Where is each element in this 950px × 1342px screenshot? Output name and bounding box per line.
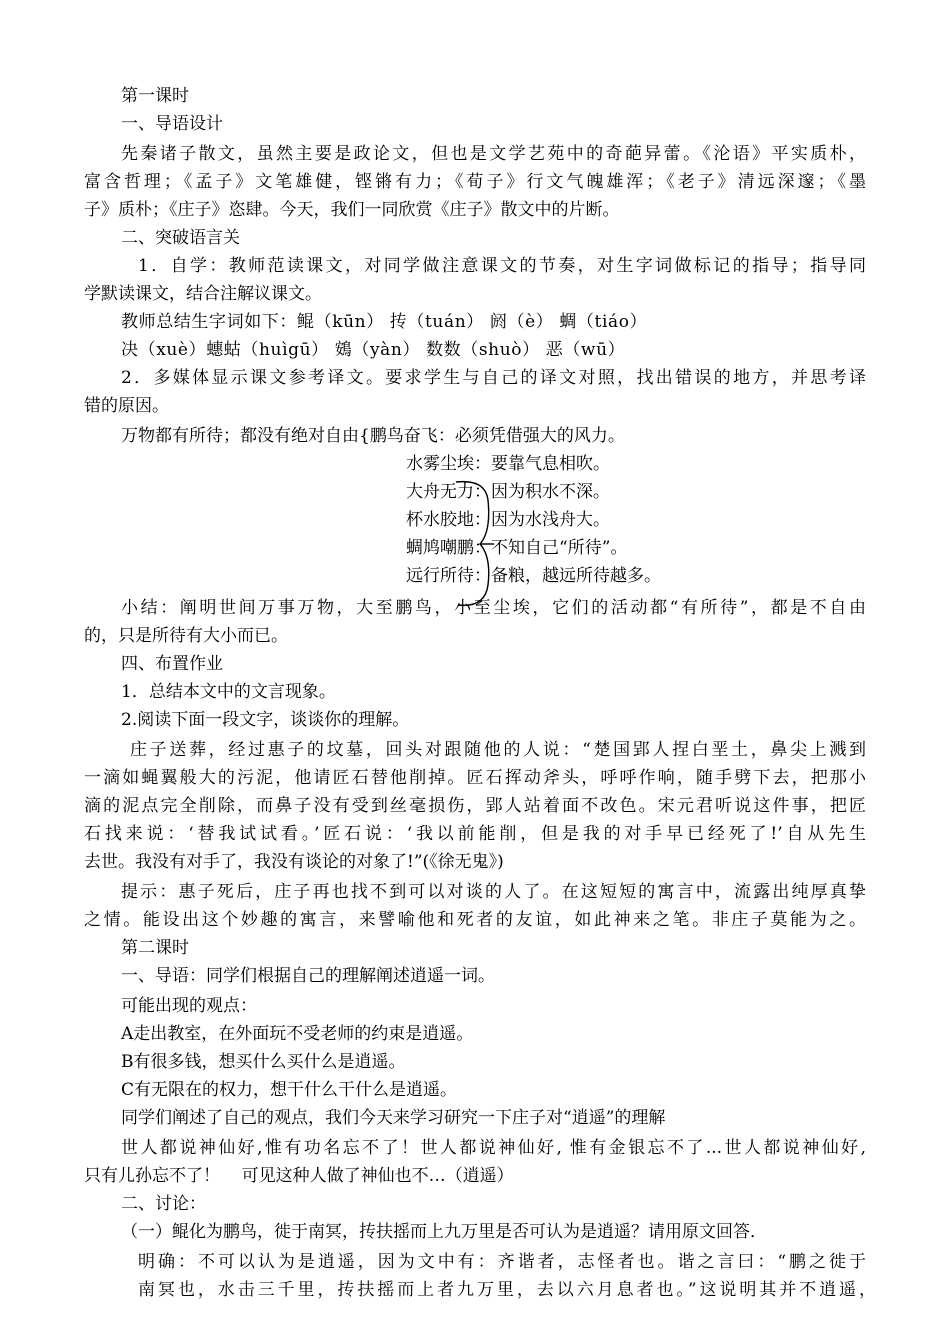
- diagram-root: 万物都有所待；都没有绝对自由{鹏鸟奋飞：必须凭借强大的风力。: [121, 426, 625, 446]
- story-line: 庄子送葬，经过惠子的坟墓，回头对跟随他的人说：“楚国郢人捏白垩土，鼻尖上溅到: [130, 740, 866, 760]
- story-line: 一滴如蝇翼般大的污泥，他请匠石替他削掉。匠石挥动斧头，呼呼作响，随手劈下去，把那小: [84, 768, 866, 788]
- summary-line: 小结：阐明世间万事万物，大至鹏鸟，小至尘埃，它们的活动都“有所待”，都是不自由: [121, 598, 866, 618]
- views-label: 可能出现的观点：: [121, 996, 257, 1016]
- story-line: 去世。我没有对手了，我没有谈论的对象了!”(《徐无鬼》): [84, 852, 504, 872]
- story-line: 石找来说：‘替我试试看。’匠石说：‘我以前能削，但是我的对手早已经死了!’自从先生: [84, 824, 866, 844]
- translation-line: 2．多媒体显示课文参考译文。要求学生与自己的译文对照，找出错误的地方，并思考译: [121, 368, 866, 388]
- diagram-item: 水雾尘埃：要靠气息相吹。: [406, 454, 610, 474]
- view-item: B有很多钱，想买什么买什么是逍遥。: [121, 1052, 406, 1072]
- homework-item: 2.阅读下面一段文字，谈谈你的理解。: [121, 710, 410, 730]
- story-line: 滴的泥点完全削除，而鼻子没有受到丝毫损伤，郢人站着面不改色。宋元君听说这件事，把匠: [84, 796, 866, 816]
- view-item: A走出教室，在外面玩不受老师的约束是逍遥。: [121, 1024, 474, 1044]
- summary-line: 的，只是所待有大小而已。: [84, 626, 288, 646]
- diagram-item: 杯水胶地：因为水浅舟大。: [406, 510, 610, 530]
- saying-line: 世人都说神仙好,惟有功名忘不了！世人都说神仙好, 惟有金银忘不了...世人都说神仙好,: [121, 1138, 866, 1158]
- transition-line: 同学们阐述了自己的观点，我们今天来学习研究一下庄子对“逍遥”的理解: [121, 1108, 666, 1128]
- self-study-line: 1．自学：教师范读课文，对同学做注意课文的节奏，对生字词做标记的指导；指导同: [138, 256, 866, 276]
- diagram-item: 蜩鸠嘲鹏：不知自己“所待”。: [406, 538, 628, 558]
- section-heading-intro: 一、导语设计: [121, 114, 223, 134]
- diagram-item: 大舟无力：因为积水不深。: [406, 482, 610, 502]
- homework-item: 1．总结本文中的文言现象。: [121, 682, 336, 702]
- intro-paragraph-line: 子》质朴；《庄子》恣肆。今天，我们一同欣赏《庄子》散文中的片断。: [84, 200, 620, 220]
- hint-line: 之情。能设出这个妙趣的寓言，来譬喻他和死者的友谊，如此神来之笔。非庄子莫能为之。: [84, 910, 866, 930]
- section-heading-discussion: 二、讨论：: [121, 1194, 206, 1214]
- intro-paragraph-line: 富含哲理；《孟子》文笔雄健，铿锵有力；《荀子》行文气魄雄浑；《老子》清远深邃；《墨: [84, 172, 866, 192]
- answer-line: 明确：不可以认为是逍遥，因为文中有：齐谐者，志怪者也。谐之言曰：“鹏之徙于: [138, 1252, 866, 1272]
- lesson1-title: 第一课时: [121, 86, 189, 106]
- section-heading-homework: 四、布置作业: [121, 654, 223, 674]
- answer-line: 南冥也，水击三千里，抟扶摇而上者九万里，去以六月息者也。”这说明其并不逍遥，: [138, 1280, 876, 1300]
- section-heading-lead-in: 一、导语：同学们根据自己的理解阐述逍遥一词。: [121, 966, 495, 986]
- vocabulary-line: 决（xuè）蟪蛄（huìgū） 鴳（yàn） 数数（shuò） 恶（wū）: [121, 340, 626, 360]
- intro-paragraph-line: 先秦诸子散文，虽然主要是政论文，但也是文学艺苑中的奇葩异蕾。《沦语》平实质朴，: [121, 144, 866, 164]
- view-item: C有无限在的权力，想干什么干什么是逍遥。: [121, 1080, 458, 1100]
- saying-line: 只有儿孙忘不了！ 可见这种人做了神仙也不…（逍遥）: [84, 1166, 514, 1186]
- lesson2-title: 第二课时: [121, 938, 189, 958]
- section-heading-language: 二、突破语言关: [121, 228, 240, 248]
- discussion-question: （一）鲲化为鹏鸟，徙于南冥，抟扶摇而上九万里是否可认为是逍遥？请用原文回答．: [121, 1222, 767, 1242]
- self-study-line: 学默读课文，结合注解议课文。: [84, 284, 322, 304]
- diagram-item: 远行所待：备粮，越远所待越多。: [406, 566, 661, 586]
- vocabulary-line: 教师总结生字词如下：鲲（kūn） 抟（tuán） 阏（è） 蜩（tiáo）: [121, 312, 648, 332]
- hint-line: 提示：惠子死后，庄子再也找不到可以对谈的人了。在这短短的寓言中，流露出纯厚真挚: [121, 882, 866, 902]
- translation-line: 错的原因。: [84, 396, 169, 416]
